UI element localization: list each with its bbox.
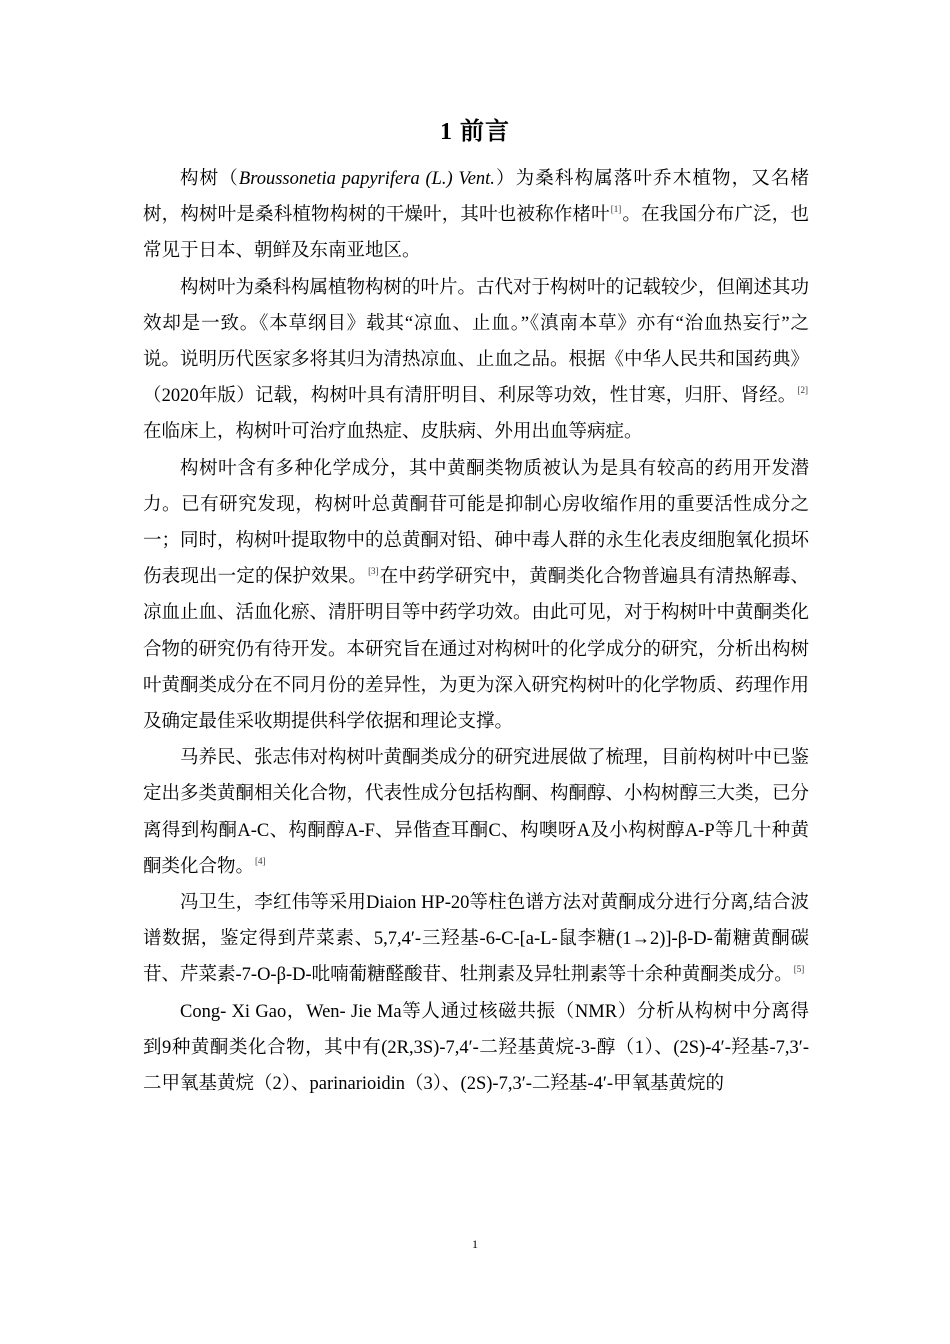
paragraph-text: 。在我国分布广泛，也常见于日本、朝鲜及东南亚地区。 <box>143 205 809 262</box>
paragraph-1 <box>143 161 809 270</box>
body-text <box>143 161 809 1102</box>
paragraph-text: 在临床上，构树叶可治疗血热症、皮肤病、外用出血等病症。 <box>143 422 643 443</box>
paragraph-2 <box>143 270 809 451</box>
page-number: 1 <box>472 1237 478 1251</box>
paragraph-text: 冯卫生，李红伟等采用Diaion HP-20等柱色谱方法对黄酮成分进行分离,结合波谱数据，鉴定得到芹菜素、5,7,4′-三羟基-6-C-[a-L-鼠李糖(1→2)]-β-D-葡糖黄酮碳苷、芹菜素-7-O-β-D-吡喃葡糖醛酸苷、牡荆素及异牡荆素等十余种黄酮类成分。 <box>143 893 809 986</box>
paragraph-text: 构树叶含有多种化学成分，其中黄酮类物质被认为是具有较高的药用开发潜力。已有研究发现，构树叶总黄酮苷可能是抑制心房收缩作用的重要活性成分之一；同时，构树叶提取物中的总黄酮对铅、砷中毒人群的永生化表皮细胞氧化损坏伤表现出一定的保护效果。 <box>143 458 810 588</box>
citation-ref: [4] <box>255 855 266 866</box>
paragraph-text: 在中药学研究中，黄酮类化合物普遍具有清热解毒、凉血止血、活血化瘀、清肝明目等中药学功效。由此可见，对于构树叶中黄酮类化合物的研究仍有待开发。本研究旨在通过对构树叶的化学成分的研究，分析出构树叶黄酮类成分在不同月份的差异性，为更为深入研究构树叶的化学物质、药理作用及确定最佳采收期提供科学依据和理论支撑。 <box>143 567 810 733</box>
paragraph-text: ）为桑科构属落叶乔木植物，又名楮树，构树叶是桑科植物构树的干燥叶，其叶也被称作楮叶 <box>143 169 809 226</box>
paragraph-5 <box>143 885 809 994</box>
citation-ref: [2] <box>797 385 808 396</box>
citation-ref: [1] <box>610 204 622 215</box>
paragraph-6 <box>143 994 809 1103</box>
citation-ref: [3] <box>368 566 379 577</box>
latin-name: Broussonetia papyrifera (L.) Vent. <box>238 169 495 189</box>
paragraph-text: 马养民、张志伟对构树叶黄酮类成分的研究进展做了梳理，目前构树叶中已鉴定出多类黄酮相关化合物，代表性成分包括构酮、构酮醇、小构树醇三大类，已分离得到构酮A-C、构酮醇A-F、异偕查耳酮C、构噢呀A及小构树醇A-P等几十种黄酮类化合物。 <box>143 748 810 877</box>
paragraph-text: Cong- Xi Gao，Wen- Jie Ma等人通过核磁共振（NMR）分析从构树中分离得到9种黄酮类化合物，其中有(2R,3S)-7,4′-二羟基黄烷-3-醇（1）、(2S)-4′-羟基-7,3′-二甲氧基黄烷（2）、parinarioidin（3）、(2S)-7,3′-二羟基-4′-甲氧基黄烷的 <box>143 1001 809 1095</box>
paragraph-4 <box>143 740 809 885</box>
paragraph-text: 构树叶为桑科构属植物构树的叶片。古代对于构树叶的记载较少，但阐述其功效却是一致。《本草纲目》载其“凉血、止血。”《滇南本草》亦有“治血热妄行”之说。说明历代医家多将其归为清热凉血、止血之品。根据《中华人民共和国药典》（2020年版）记载，构树叶具有清肝明目、利尿等功效，性甘寒，归肝、肾经。 <box>143 277 810 407</box>
citation-ref: [5] <box>793 964 805 975</box>
section-heading: 1 前言 <box>440 119 510 145</box>
paragraph-3 <box>143 451 809 741</box>
paragraph-lead: 构树（ <box>180 169 239 189</box>
